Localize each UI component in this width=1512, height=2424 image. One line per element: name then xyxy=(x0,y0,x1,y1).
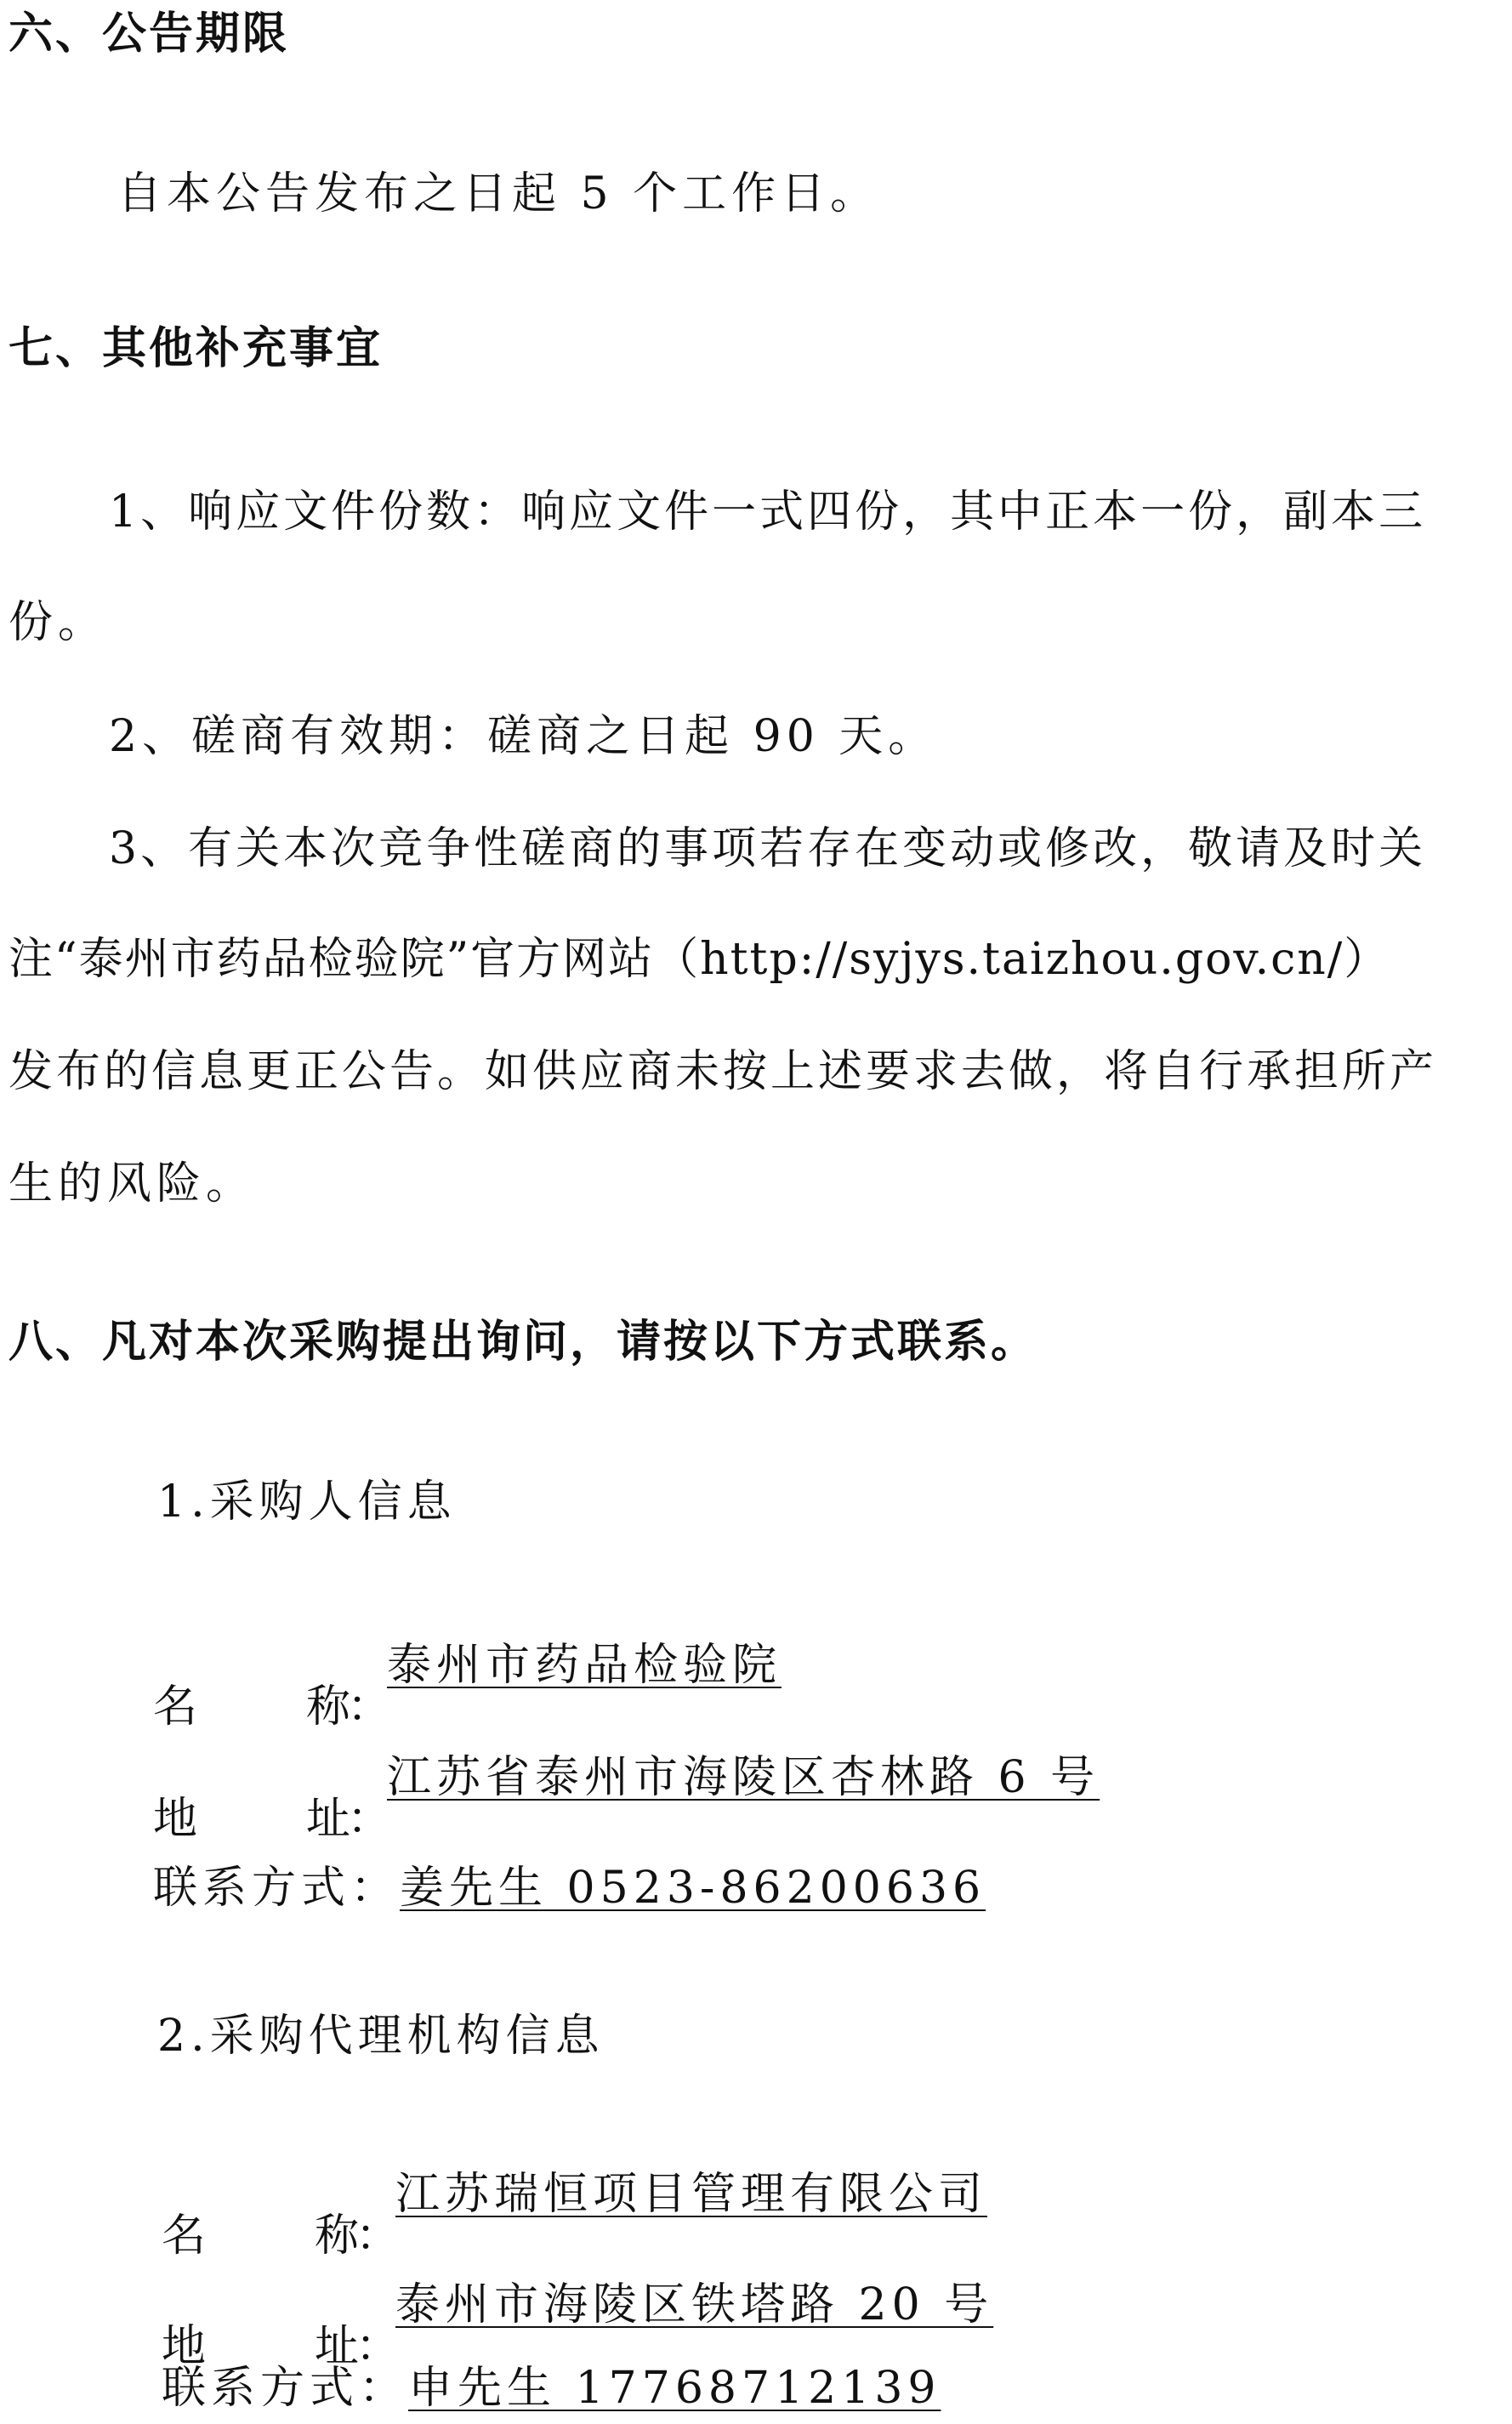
agency-name-row: 名 称 ： 江苏瑞恒项目管理有限公司 xyxy=(162,2169,988,2262)
section-7-item-3-line-4: 生的风险。 xyxy=(9,1158,256,1209)
agency-info-title: 2.采购代理机构信息 xyxy=(157,2011,605,2062)
purchaser-contact-label: 联系方式 xyxy=(153,1863,351,1914)
section-7-item-3-line-2: 注“泰州市药品检验院”官方网站（http://syjys.taizhou.gov.cn/） xyxy=(9,934,1390,985)
agency-address-value: 泰州市海陵区铁塔路 20 号 xyxy=(395,2279,994,2330)
purchaser-contact-colon: ： xyxy=(350,1863,401,1914)
purchaser-address-row: 地 址 ： 江苏省泰州市海陵区杏林路 6 号 xyxy=(153,1752,1100,1845)
agency-contact-colon: ： xyxy=(359,2363,409,2414)
section-8-heading: 八、凡对本次采购提出询问，请按以下方式联系。 xyxy=(9,1317,1038,1368)
purchaser-contact-value: 姜先生 0523-86200636 xyxy=(400,1863,986,1914)
purchaser-address-value: 江苏省泰州市海陵区杏林路 6 号 xyxy=(387,1752,1100,1803)
section-6-heading: 六、公告期限 xyxy=(9,9,290,60)
purchaser-name-value: 泰州市药品检验院 xyxy=(387,1640,782,1691)
section-7-item-1-line-2: 份。 xyxy=(9,597,108,648)
agency-name-value: 江苏瑞恒项目管理有限公司 xyxy=(395,2169,988,2220)
section-7-item-2: 2、磋商有效期：磋商之日起 90 天。 xyxy=(109,711,938,762)
agency-address-row: 地 址 ： 泰州市海陵区铁塔路 20 号 xyxy=(162,2279,994,2372)
section-7-heading: 七、其他补充事宜 xyxy=(9,323,384,374)
purchaser-name-row: 名 称 ： 泰州市药品检验院 xyxy=(153,1640,782,1733)
purchaser-info-title: 1.采购人信息 xyxy=(157,1477,457,1528)
agency-contact-label: 联系方式 xyxy=(162,2363,360,2414)
section-7-item-3-line-1: 3、有关本次竞争性磋商的事项若存在变动或修改，敬请及时关 xyxy=(109,823,1427,874)
agency-contact-value: 申先生 17768712139 xyxy=(408,2363,941,2414)
agency-contact-row xyxy=(162,2361,941,2415)
section-7-item-1-line-1: 1、响应文件份数：响应文件一式四份，其中正本一份，副本三 xyxy=(109,487,1427,538)
section-6-text: 自本公告发布之日起 5 个工作日。 xyxy=(117,168,880,219)
section-7-item-3-line-3: 发布的信息更正公告。如供应商未按上述要求去做，将自行承担所产 xyxy=(9,1046,1438,1097)
purchaser-contact-row xyxy=(153,1861,986,1915)
